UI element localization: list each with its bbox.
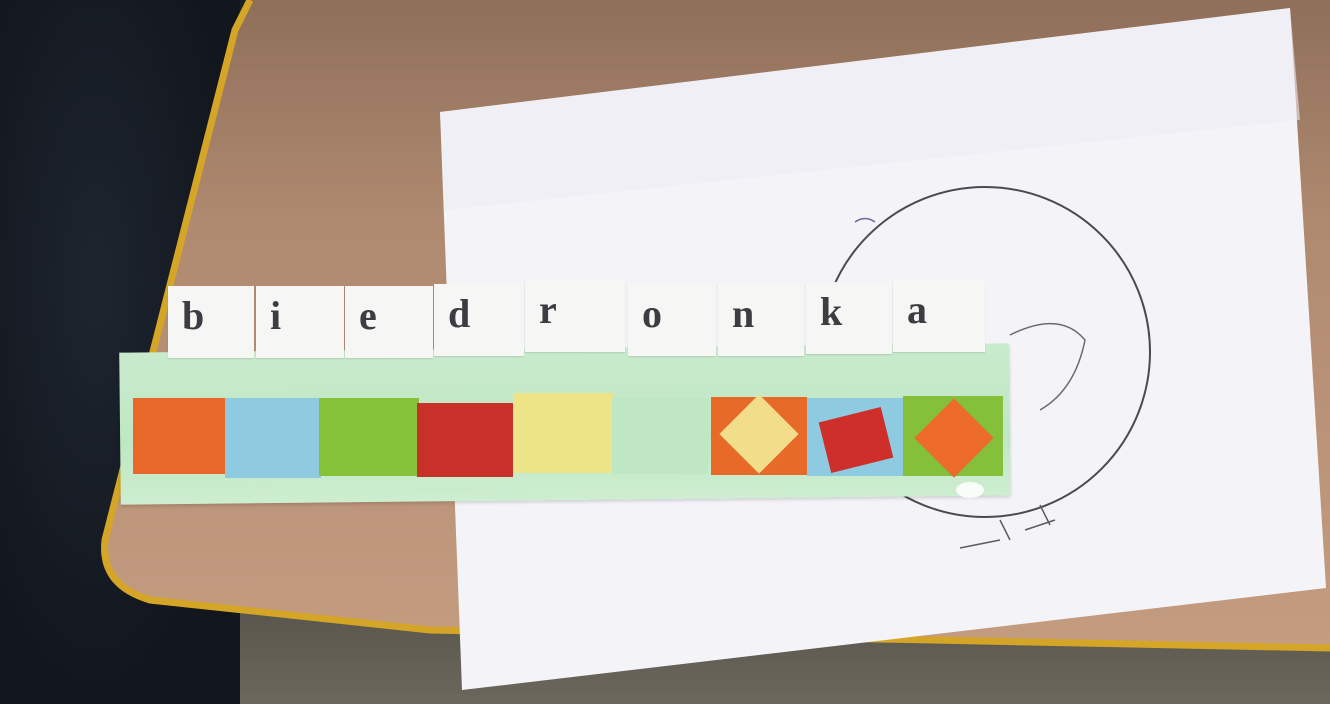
letter-card-r bbox=[525, 280, 625, 352]
letter-text: d bbox=[448, 291, 471, 336]
color-square-2 bbox=[225, 398, 321, 478]
letter-card-a bbox=[893, 280, 985, 352]
letter-card-n bbox=[718, 284, 804, 356]
letter-text: e bbox=[359, 293, 377, 338]
letter-text: k bbox=[820, 289, 843, 334]
letter-text: b bbox=[182, 293, 205, 338]
letter-text: o bbox=[642, 291, 662, 336]
letter-card-e bbox=[345, 286, 433, 358]
color-square-4 bbox=[417, 403, 513, 477]
letter-text: n bbox=[732, 291, 755, 336]
letter-card-i bbox=[256, 286, 344, 358]
letter-card-o bbox=[628, 284, 716, 356]
letter-text: r bbox=[539, 287, 557, 332]
letter-card-b bbox=[168, 286, 254, 358]
color-square-1 bbox=[133, 398, 237, 474]
letter-text: i bbox=[270, 293, 282, 338]
color-square-6 bbox=[612, 398, 708, 474]
letter-card-k bbox=[806, 282, 892, 354]
letter-card-d bbox=[434, 284, 524, 356]
letter-text: a bbox=[907, 287, 927, 332]
color-square-3 bbox=[319, 398, 419, 476]
color-square-5 bbox=[513, 393, 613, 473]
